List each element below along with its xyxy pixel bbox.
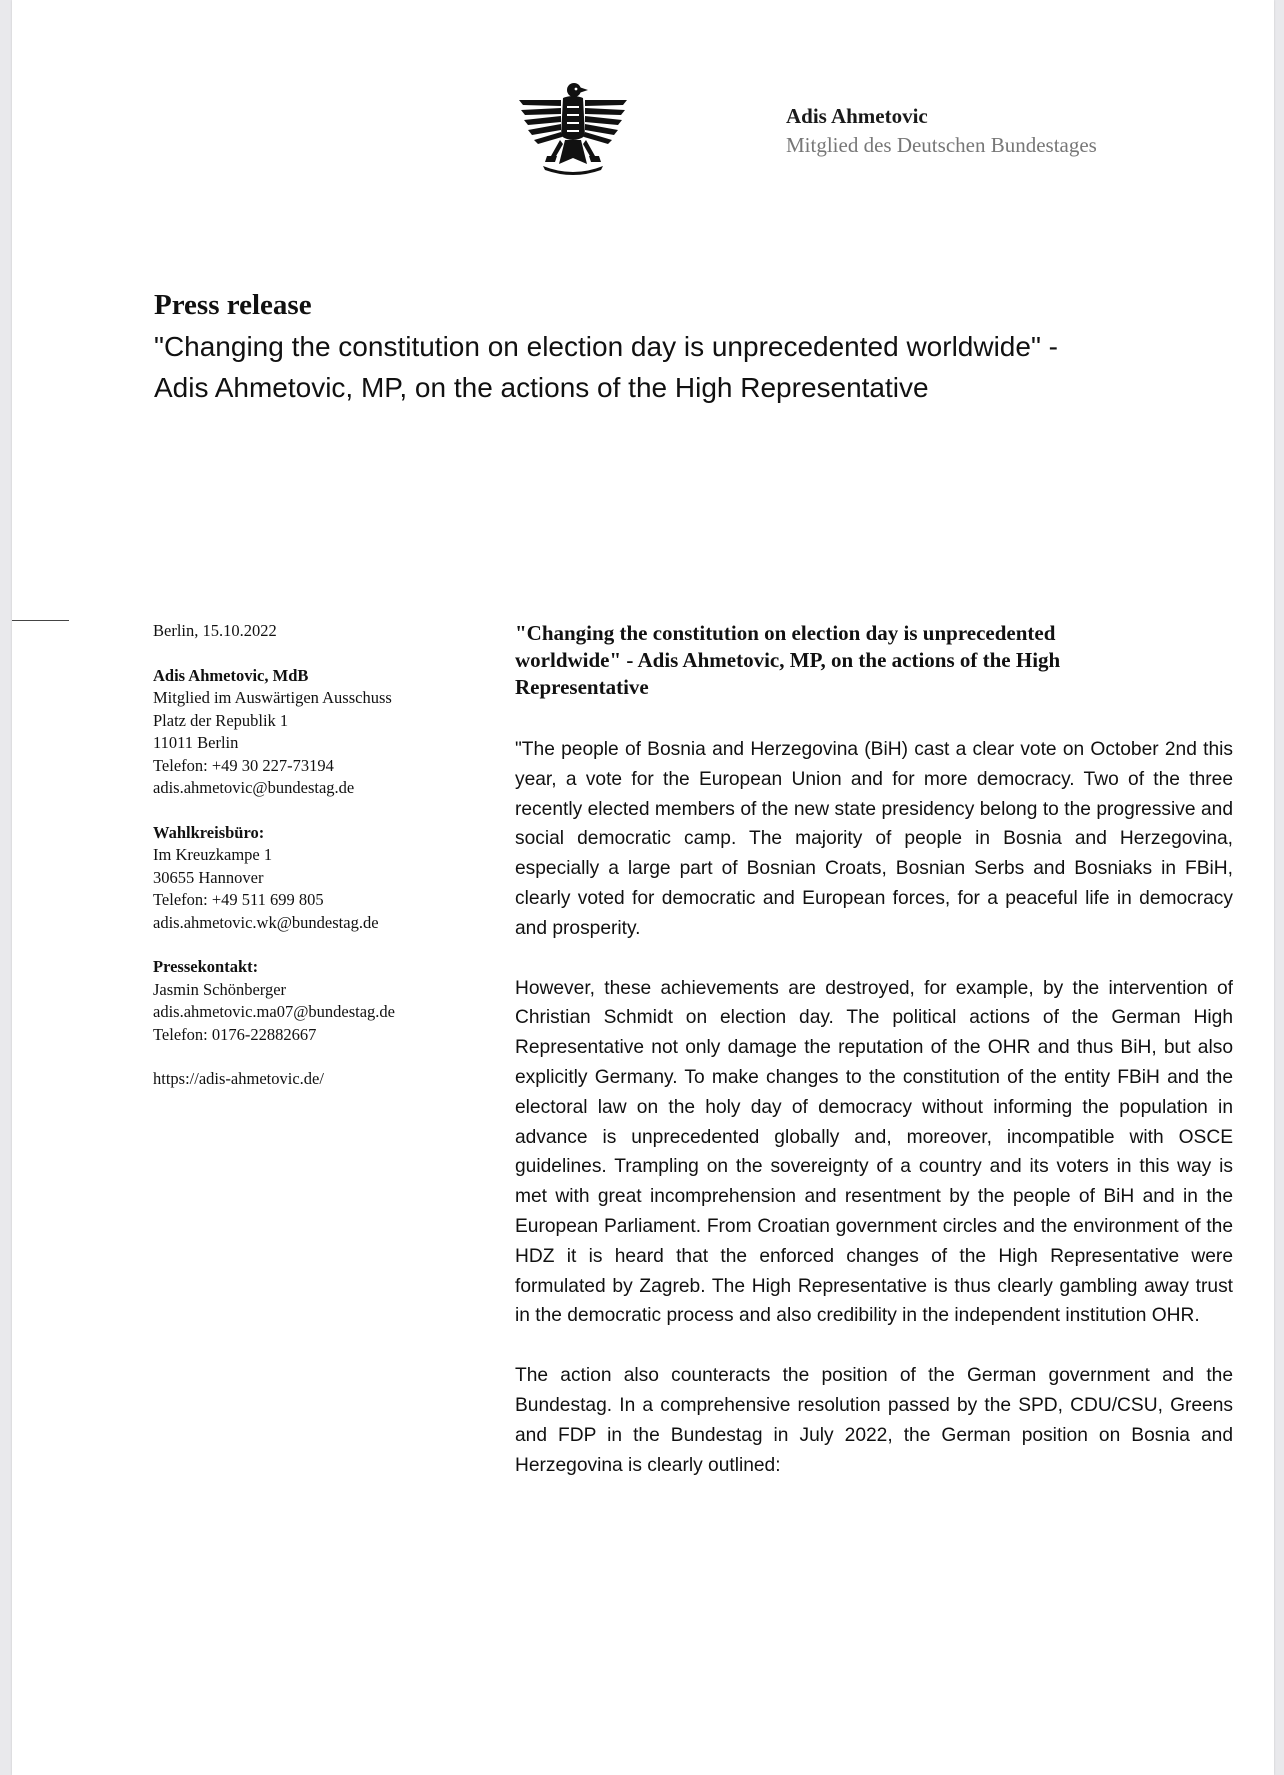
contact-sidebar bbox=[153, 620, 483, 1091]
office-street: Platz der Republik 1 bbox=[153, 710, 289, 730]
district-office-heading: Wahlkreisbüro: bbox=[153, 822, 265, 842]
office-phone: Telefon: +49 30 227-73194 bbox=[153, 755, 334, 775]
document-page bbox=[12, 0, 1274, 1775]
office-name: Adis Ahmetovic, MdB bbox=[153, 665, 309, 685]
district-email: adis.ahmetovic.wk@bundestag.de bbox=[153, 912, 379, 932]
press-contact-heading: Pressekontakt: bbox=[153, 957, 259, 976]
press-contact-phone: Telefon: 0176-22882667 bbox=[153, 1024, 317, 1044]
office-city: 11011 Berlin bbox=[153, 733, 239, 752]
website-link[interactable]: https://adis-ahmetovic.de/ bbox=[153, 1069, 324, 1088]
press-release-label: Press release bbox=[154, 289, 312, 321]
article-heading-line: "Changing the constitution on election day is unprecedented bbox=[515, 621, 1056, 645]
article-paragraph: The action also counteracts the position of the German government and the Bundestag. In a comprehensive resolution passed by the SPD, CDU/CSU, Greens and FDP in the Bundestag in July 2022, the German position on Bosnia and Herzegovina is clearly outlined: bbox=[515, 1365, 1233, 1476]
office-email: adis.ahmetovic@bundestag.de bbox=[153, 778, 355, 797]
district-street: Im Kreuzkampe 1 bbox=[153, 845, 273, 864]
press-release-title-line: "Changing the constitution on election day is unprecedented worldwide" - bbox=[154, 331, 1058, 362]
press-release-header bbox=[154, 286, 1194, 408]
article-heading bbox=[515, 620, 1233, 701]
press-release-title bbox=[154, 326, 1194, 408]
press-release-title-line: Adis Ahmetovic, MP, on the actions of the High Representative bbox=[154, 372, 929, 403]
article-paragraph: However, these achievements are destroyed, for example, by the intervention of Christian Schmidt on election day. The political actions of the German High Representative not only damage the reputation of the OHR and thus BiH, but also explicitly Germany. To make changes to the constitution of the entity FBiH and the electoral law on the holy day of democracy without informing the population in advance is unprecedented globally and, moreover, incompatible with OSCE guidelines. Trampling on the sovereignty of a country and its voters in this way is met with great incomprehension and resentment by the people of BiH and in the European Parliament. From Croatian government circles and the environment of the HDZ it is heard that the enforced changes of the High Representative were formulated by Zagreb. The High Representative is thus clearly gambling away trust in the democratic process and also credibility in the independent institution OHR. bbox=[515, 977, 1233, 1327]
fold-mark bbox=[12, 620, 69, 621]
article-heading-line: worldwide" - Adis Ahmetovic, MP, on the actions of the High bbox=[515, 648, 1061, 672]
mp-title: Mitglied des Deutschen Bundestages bbox=[786, 133, 1097, 157]
office-role: Mitglied im Auswärtigen Ausschuss bbox=[153, 688, 392, 707]
district-phone: Telefon: +49 511 699 805 bbox=[153, 890, 324, 909]
press-contact-name: Jasmin Schönberger bbox=[153, 979, 287, 999]
place-date: Berlin, 15.10.2022 bbox=[153, 621, 277, 640]
article-paragraph: "The people of Bosnia and Herzegovina (BiH) cast a clear vote on October 2nd this year, a vote for the European Union and for more democracy. Two of the three recently elected members of the new state presidency belong to the progressive and social democratic camp. The majority of people in Bosnia and Herzegovina, especially a large part of Bosnian Croats, Bosnian Serbs and Bosniaks in FBiH, clearly voted for democratic and European forces, for a peaceful life in democracy and prosperity. bbox=[515, 739, 1233, 939]
press-contact-email: adis.ahmetovic.ma07@bundestag.de bbox=[153, 1002, 396, 1021]
article-body bbox=[515, 620, 1233, 1510]
federal-eagle-icon bbox=[515, 78, 631, 178]
mp-header bbox=[786, 102, 1097, 160]
mp-name: Adis Ahmetovic bbox=[786, 104, 928, 128]
article-heading-line: Representative bbox=[515, 675, 649, 699]
district-city: 30655 Hannover bbox=[153, 867, 264, 887]
